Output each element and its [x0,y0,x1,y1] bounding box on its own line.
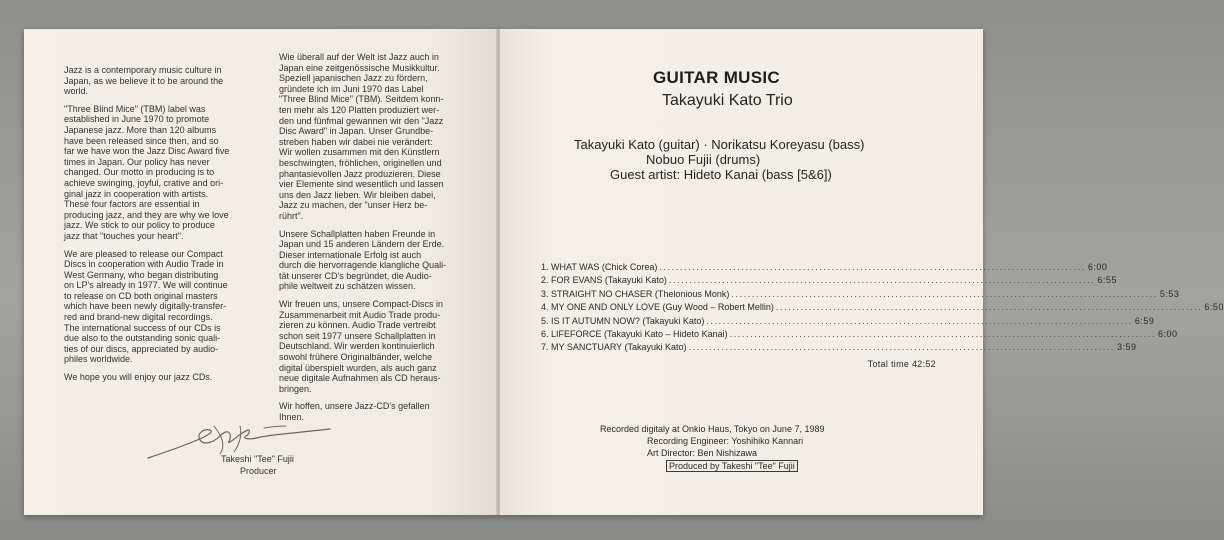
personnel-line: Nobuo Fujii (drums) [646,152,761,167]
german-paragraph: Unsere Schallplatten haben Freunde in Japan und 15 anderen Ländern der Erde. Dieser internationale Erfolg ist auch durch die hervorragende klangliche Quali- tät unserer CD's begründet, die Audio- phile weltweit zu schätzen wissen. [279,228,447,292]
german-paragraph: Wir hoffen, unsere Jazz-CD's gefallen Ihnen. [279,401,430,422]
cd-booklet [24,29,1224,515]
track-title: 6. LIFEFORCE (Takayuki Kato – Hideto Kanai) [541,328,728,339]
left-page [24,29,497,515]
german-paragraph: Wie überall auf der Welt ist Jazz auch in Japan eine zeitgenössische Musikkultur. Speziell japanischen Jazz zu fördern, gründete ich im Juni 1970 das Label "Three Blind Mice" (TBM). Seitdem konn- ten mehr als 120 Platten produziert wer- den und fünfmal gewannen wir den "Jazz Disc Award" in Japan. Unser Grundbe- streben haben wir dabei nie verändert: Wir wollen zusammen mit den Künstlern beschwingten, fröhlichen, originellen und phantasievollen Jazz produzieren. Diese vier Elemente sind wesentlich und lassen uns den Jazz lieben. Wir bleiben dabei, Jazz zu machen, der "unser Herz be- rührt". [279,52,444,221]
total-time: Total time 42:52 [867,358,936,369]
produced-by-box: Produced by Takeshi "Tee" Fujii [666,460,798,472]
track-time: 3:59 [1117,342,1137,353]
album-title: GUITAR MUSIC [653,68,780,87]
english-paragraph: We are pleased to release our Compact Discs in cooperation with Audio Trade in West Germany, who began distributing on LP's already in 1977. We will continue to release on CD both original masters which have been newly digitally-transfer- red and brand-new digital recordings. The international success of our CDs is due also to the outstanding sonic quali- ties of our discs, appreciated by audio- philes worldwide. [64,248,228,365]
track-row [541,328,1178,342]
track-time: 5:53 [1159,288,1180,299]
leader-dots: ........................................................................................................ [659,262,1086,272]
personnel-line: Guest artist: Hideto Kanai (bass [5&6]) [610,167,832,182]
track-list [541,262,1224,369]
track-row [541,342,1137,355]
track-row [541,302,1224,315]
track-title: 7. MY SANCTUARY (Takayuki Kato) [541,342,687,353]
english-liner-notes [64,65,244,390]
producer-role: Producer [240,466,277,476]
leader-dots: ........................................................................................................ [688,342,1116,353]
leader-dots: ........................................................................................................ [731,288,1158,299]
track-row [541,315,1155,329]
track-title: 2. FOR EVANS (Takayuki Kato) [541,275,667,286]
track-time: 6:00 [1158,328,1178,339]
personnel-line: Takayuki Kato (guitar) · Norikatsu Koreyasu (bass) [574,137,865,152]
personnel-block [574,137,864,182]
track-title: 3. STRAIGHT NO CHASER (Thelonious Monk) [541,288,730,299]
track-title: 4. MY ONE AND ONLY LOVE (Guy Wood – Robert Mellin) [541,302,774,313]
english-paragraph: "Three Blind Mice" (TBM) label was established in June 1970 to promote Japanese jazz. More than 120 albums have been released since then, and so far we have won the Jazz Disc Award five times in Japan. Our policy has never changed. Our motto in producing is to achieve swinging, joyful, crative and ori- ginal jazz in cooperation with artists. These four factors are essential in producing jazz, and they are why we love jazz. We stick to our policy to produce jazz that "touches your heart". [64,103,230,241]
recording-credits [600,424,880,473]
engineer-line: Recording Engineer: Yoshihiko Kannari [647,435,804,446]
german-paragraph: Wir freuen uns, unsere Compact-Discs in Zusammenarbeit mit Audio Trade produ- zieren zu können. Audio Trade vertreibt schon seit 1977 unsere Schallplatten in Deutschland. Wir werden kontinuierlich sowohl frühere Originalbänder, welche digital überspielt wurden, als auch ganz neue digitale Aufnahmen als CD heraus- bringen. [279,299,444,394]
track-time: 6:50 [1204,302,1224,313]
track-time: 6:55 [1097,275,1117,286]
track-title: 5. IS IT AUTUMN NOW? (Takayuki Kato) [541,315,705,326]
track-row [541,275,1117,288]
art-director-line: Art Director: Ben Nishizawa [647,447,758,458]
track-row [541,288,1180,302]
producer-name: Takeshi "Tee" Fujii [221,454,294,464]
track-row [541,262,1108,275]
leader-dots: ........................................................................................................ [729,328,1157,339]
english-paragraph: We hope you will enjoy our jazz CDs. [64,372,213,383]
leader-dots: ........................................................................................................ [706,315,1133,326]
leader-dots: ........................................................................................................ [775,302,1203,313]
track-title: 1. WHAT WAS (Chick Corea) [541,262,658,272]
album-subtitle: Takayuki Kato Trio [662,92,793,109]
recorded-line: Recorded digitaly at Onkio Haus, Tokyo on June 7, 1989 [600,424,825,434]
german-liner-notes [279,52,464,430]
english-paragraph: Jazz is a contemporary music culture in Japan, as we believe it to be around the world. [64,65,224,97]
track-time: 6:59 [1134,315,1155,326]
leader-dots: ........................................................................................................ [668,275,1096,286]
track-time: 6:00 [1087,262,1108,272]
